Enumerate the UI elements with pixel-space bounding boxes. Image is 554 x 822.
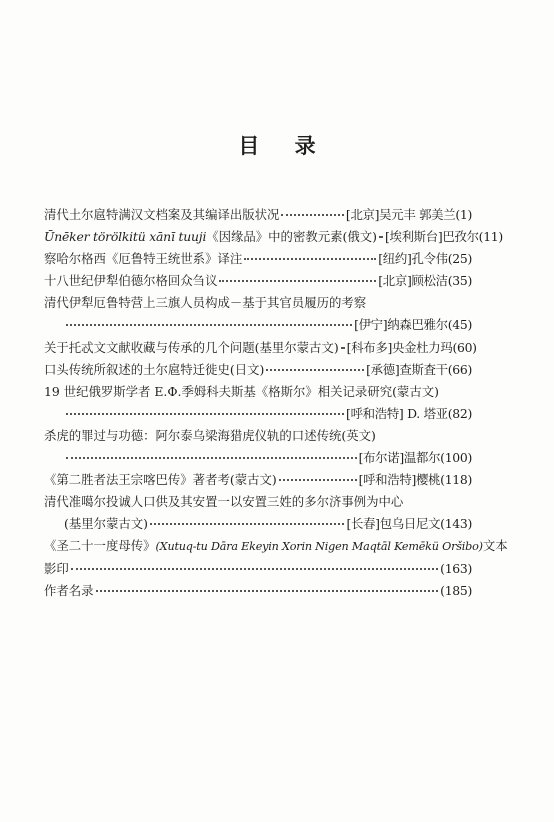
toc-leader-dots	[244, 252, 376, 260]
toc-entry[interactable]	[44, 425, 472, 447]
toc-entry-author-page: [承德]查斯査干(66)	[366, 361, 472, 377]
toc-entry[interactable]	[44, 204, 472, 226]
toc-leader-dots	[379, 230, 383, 238]
toc-entry-author-page: [伊宁]纳森巴雅尔(45)	[354, 317, 472, 333]
toc-entry-title: 杀虎的罪过与功德：阿尔泰乌梁海猎虎仪轨的口述传统(英文)	[44, 427, 376, 443]
toc-leader-dots	[266, 363, 364, 371]
toc-entry-title: 19 世纪俄罗斯学者 E.Φ.季姆科夫斯基《格斯尔》相关记录研究(蒙古文)	[44, 383, 439, 399]
toc-entry-author-page: [布尔诺]温都尔(100)	[358, 450, 472, 466]
toc-entry-continuation[interactable]	[44, 513, 472, 535]
toc-entry-title: 作者名录	[44, 582, 94, 598]
toc-entry-title: 《圣二十一度母传》	[44, 538, 156, 554]
toc-entry-title-latin: (Xutuq-tu Dāra Ekeyin Xorin Nigen Maqtāl Kemēkü Oršibo)	[155, 540, 483, 554]
toc-entry-title: 影印	[44, 560, 69, 576]
toc-entry-page: (185)	[440, 582, 472, 598]
page-title: 目 录	[238, 134, 330, 158]
toc-entry[interactable]	[44, 359, 472, 381]
toc-leader-dots	[71, 562, 438, 570]
toc-entry-title: 口头传统所叙述的土尔扈特迁徙史(日文)	[44, 361, 265, 377]
toc-entry[interactable]	[44, 270, 472, 292]
toc-entry-author-page: [呼和浩特] D. 塔亚(82)	[346, 405, 472, 421]
toc-entry-continuation[interactable]	[44, 314, 472, 336]
toc-entry[interactable]	[44, 381, 472, 403]
toc-entry-title: 十八世纪伊犁伯德尔格回众刍议	[44, 273, 218, 289]
toc-entry-author-page: [北京]吴元丰 郭美兰(1)	[345, 207, 472, 222]
toc-entry-title: 关于托忒文文献收藏与传承的几个问题(基里尔蒙古文)	[44, 339, 339, 355]
toc-leader-dots	[66, 451, 357, 459]
toc-entry-continuation[interactable]	[44, 403, 472, 425]
toc-entry-title-suffix: 文本	[482, 538, 508, 554]
toc-entry-title: 清代准噶尔投诚人口供及其安置一以安置三姓的多尔济事例为中心	[44, 494, 404, 510]
toc-entry-author-page: [北京]顾松洁(35)	[378, 273, 472, 289]
toc-entry-continuation[interactable]	[44, 447, 472, 469]
toc-entry-author-page: [长春]包乌日尼文(143)	[346, 516, 472, 532]
toc-leader-dots	[96, 584, 439, 592]
toc-entry-title: 清代土尔扈特满汉文档案及其编译出版状况	[44, 207, 280, 222]
toc-leader-dots	[66, 407, 344, 415]
toc-entry-author-page: [埃利斯台]巴孜尔(11)	[384, 229, 503, 245]
toc-entry[interactable]	[44, 469, 472, 491]
toc-leader-dots	[66, 318, 352, 326]
toc-leader-dots	[219, 274, 376, 282]
toc-entry-title: 清代伊犁厄鲁特营上三旗人员构成－基于其官员履历的考察	[44, 295, 367, 311]
toc-entry-author-page: [纽约]孔令伟(25)	[378, 251, 472, 267]
toc-leader-dots	[281, 208, 343, 216]
toc-entry[interactable]	[44, 292, 472, 314]
toc-entry-author-page: [科布多]央金杜力玛(60)	[346, 339, 477, 355]
toc-entry-title: (基里尔蒙古文)	[64, 516, 149, 532]
toc-entry[interactable]	[44, 248, 472, 270]
toc-entry-title: 察哈尔格西《厄鲁特王统世系》译注	[44, 251, 243, 267]
toc-entry[interactable]	[44, 491, 472, 513]
table-of-contents	[44, 204, 508, 602]
toc-entry-title: 《因缘品》中的密教元素(俄文)	[206, 229, 377, 245]
toc-entry-title-latin: Ūnēker törölkitü xānī tuuji	[44, 229, 207, 245]
toc-entry[interactable]	[44, 535, 508, 557]
toc-entry[interactable]	[44, 580, 472, 602]
toc-leader-dots	[279, 473, 357, 481]
toc-entry[interactable]	[44, 337, 477, 359]
toc-entry[interactable]	[44, 226, 503, 248]
toc-entry-continuation[interactable]	[44, 558, 472, 580]
toc-leader-dots	[150, 517, 344, 525]
toc-entry-title: 《第二胜者法王宗喀巴传》著者考(蒙古文)	[44, 472, 277, 488]
toc-entry-author-page: [呼和浩特]樱桃(118)	[358, 472, 472, 488]
toc-entry-page: (163)	[440, 560, 472, 576]
toc-leader-dots	[341, 341, 345, 349]
